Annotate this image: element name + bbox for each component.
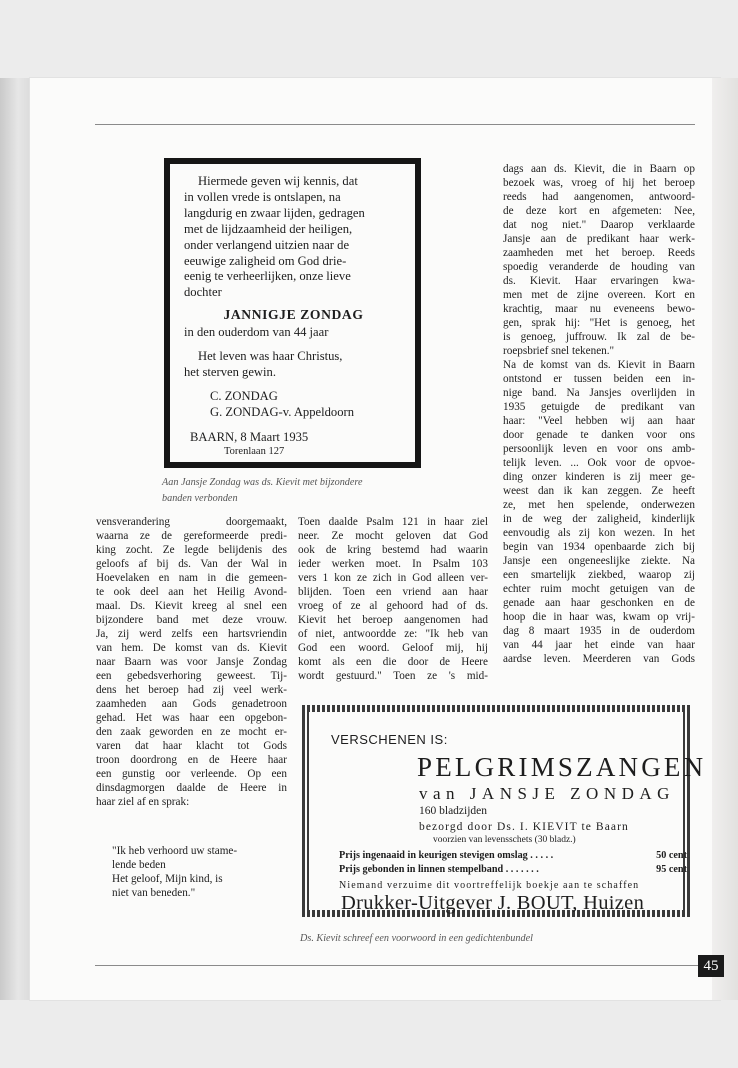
obituary-verse-line: Het leven was haar Christus,: [198, 349, 343, 364]
advert-heading: VERSCHENEN IS:: [331, 732, 448, 747]
text-line: troon doordrong en de Heere haar: [96, 754, 287, 766]
text-line: of niet, antwoordde ze: "Ik heb van: [298, 628, 488, 640]
text-line: van 44 jaar het einde van haar: [503, 639, 695, 651]
obituary-intro-line: eeuwige zaligheid om God drie-: [184, 253, 347, 268]
text-line: echter ruim mocht getuigen van de: [503, 583, 695, 595]
text-line: telijk leven. ... Ook voor de opvoe-: [503, 457, 695, 469]
poem-quote: [112, 844, 277, 900]
poem-line: lende beden: [112, 859, 166, 871]
signatories: [210, 389, 403, 421]
page-number: 45: [698, 955, 724, 977]
text-line: spoedig veranderde de houding van: [503, 261, 695, 273]
obituary-intro-line: in vollen vrede is ontslapen, na: [184, 189, 341, 204]
page-count: 160 bladzijden: [419, 805, 488, 817]
text-line: ding onzer kinderen is zij meer ge-: [503, 471, 695, 483]
text-line: God een woord. Geloof mij, hij: [298, 642, 488, 654]
caption-line: Aan Jansje Zondag was ds. Kievit met bijzondere: [162, 477, 363, 488]
text-line: neer. Ze mocht geloven dat God: [298, 530, 488, 542]
price-value: 95 cent: [656, 864, 687, 875]
price-label: Prijs ingenaaid in keurigen stevigen omslag . . . . .: [339, 850, 554, 861]
text-line: dags aan ds. Kievit, die in Baarn op: [503, 163, 695, 175]
text-line: reeds had aangenomen, antwoord-: [503, 191, 695, 203]
text-line: naar Baarn was voor Jansje Zondag: [96, 656, 287, 668]
obituary-intro-line: Hiermede geven wij kennis, dat: [198, 174, 358, 188]
text-line: dens het beroep had zij veel werk-: [96, 684, 287, 696]
text-line: king zocht. Ze legde belijdenis des: [96, 544, 287, 556]
text-line: de deze kort en afgemeten: Nee,: [503, 205, 695, 217]
text-line: te ook deel aan het Heilig Avond-: [96, 586, 287, 598]
text-line: maal. Ds. Kievit kreeg al snel een: [96, 600, 287, 612]
page-edge: [712, 78, 738, 1000]
editor-line: bezorgd door Ds. I. KIEVIT te Baarn: [419, 821, 629, 833]
advert-note: Niemand verzuime dit voortreffelijk boekje aan te schaffen: [339, 880, 640, 891]
text-line: ontstond er tussen beiden een in-: [503, 373, 695, 385]
publisher-name: Drukker-Uitgever J. BOUT, Huizen: [341, 892, 645, 914]
price-row: [339, 850, 687, 861]
text-line: Na de komst van ds. Kievit in Baarn: [503, 359, 695, 371]
text-line: krachtig, maar nu eveneens bewo-: [503, 303, 695, 315]
text-line: ook de kring bestemd had waarin: [298, 544, 488, 556]
text-line: een gunstig oor verleende. Op een: [96, 768, 287, 780]
text-line: dinsdagmorgen daalde de Heere in: [96, 782, 287, 794]
caption-line: banden verbonden: [162, 493, 238, 504]
text-line: is genoeg, juffrouw. Ik zal de be-: [503, 331, 695, 343]
signatory: G. ZONDAG-v. Appeldoorn: [210, 404, 354, 419]
text-line: bezoek was, vroeg of hij het beroep: [503, 177, 695, 189]
signatory: C. ZONDAG: [210, 388, 278, 403]
place-date: BAARN, 8 Maart 1935: [190, 429, 309, 444]
text-line: aardse leven. Meerderen van Gods: [503, 653, 695, 665]
text-line: begin van 1934 openbaarde zich bij: [503, 541, 695, 553]
price-label: Prijs gebonden in linnen stempelband . . . . . . .: [339, 864, 539, 875]
text-column-3: [503, 162, 695, 666]
obituary-notice: [164, 158, 421, 468]
text-line: den zaak geworden en ze mocht er-: [96, 726, 287, 738]
text-line: Ja, zij werd zelfs een hartsvriendin: [96, 628, 287, 640]
text-line: weest dan ik kan zeggen. Ze heeft: [503, 485, 695, 497]
book-title: PELGRIMSZANGEN: [417, 752, 707, 782]
text-line: blijden. Toen een vriend aan haar: [298, 586, 488, 598]
price-row: [339, 864, 687, 875]
text-line: eenvoudig als zij kon wezen. In het: [503, 527, 695, 539]
sketch-line: voorzien van levensschets (30 bladz.): [433, 835, 576, 845]
text-line: hoop die in haar was, kwam op vrij-: [503, 611, 695, 623]
poem-line: Het geloof, Mijn kind, is: [112, 873, 223, 885]
text-line: Jansje een ongeneeslijke ziekte. Na: [503, 555, 695, 567]
obituary-intro-line: langdurig en zwaar lijden, gedragen: [184, 205, 365, 220]
text-line: nige band. Na Jansjes overlijden in: [503, 387, 695, 399]
book-spine-shadow: [0, 78, 30, 1000]
text-line: bijzondere band met deze vrouw.: [96, 614, 287, 626]
text-line: zaamheden aan Gods genadetroon: [96, 698, 287, 710]
poem-line: "Ik heb verhoord uw stame-: [112, 845, 238, 857]
text-line: vensverandering doorgemaakt,: [96, 516, 287, 528]
deceased-name: JANNIGJE ZONDAG: [223, 307, 364, 323]
obituary-intro-line: dochter: [184, 285, 222, 300]
text-line: persoonlijk leven en voor ons amb-: [503, 443, 695, 455]
book-author: van JANSJE ZONDAG: [419, 784, 675, 803]
text-line: van hem. De komst van ds. Kievit: [96, 642, 287, 654]
text-line: vroeg of ze al gehoord had of ds.: [298, 600, 488, 612]
text-line: Toen daalde Psalm 121 in haar ziel: [298, 516, 488, 528]
text-line: men met de zijne overeen. Kort en: [503, 289, 695, 301]
text-line: Hoevelaken en nam in die gemeen-: [96, 572, 287, 584]
text-line: roepsbrief snel tekenen.": [503, 345, 615, 357]
obituary-intro-line: met de lijdzaamheid der heiligen,: [184, 221, 353, 236]
text-line: waarna ze de gereformeerde predi-: [96, 530, 287, 542]
text-line: haar ziel af en sprak:: [96, 796, 190, 808]
text-line: haar: "Veel hebben wij aan haar: [503, 415, 695, 427]
obituary-intro-line: onder verlangend uitzien naar de: [184, 237, 350, 252]
text-line: Kievit het beroep aangenomen had: [298, 614, 488, 626]
text-line: door genade te danken voor ons: [503, 429, 695, 441]
deceased-age: in den ouderdom van 44 jaar: [184, 325, 329, 340]
text-line: wordt gestuurd." Toen ze 's mid-: [298, 670, 488, 682]
text-column-2: [298, 515, 488, 683]
text-line: genade aan haar geschonken en de: [503, 597, 695, 609]
text-line: Jansje aan de predikant haar werk-: [503, 233, 695, 245]
text-line: 1935 getuigde de predikant van: [503, 401, 695, 413]
bottom-rule: [95, 965, 700, 966]
price-value: 50 cent: [656, 850, 687, 861]
text-line: vers 1 kon ze zich in God alleen ver-: [298, 572, 488, 584]
obituary-caption: [162, 475, 422, 507]
text-column-1: [96, 515, 287, 809]
obituary-intro-line: eenig te verheerlijken, onze lieve: [184, 269, 351, 284]
poem-line: niet van beneden.": [112, 887, 196, 899]
text-line: ds. Kievit. Haar ervaringen kwa-: [503, 275, 695, 287]
text-line: ze, met hen spelende, onderwezen: [503, 499, 695, 511]
text-line: varen dat haar klacht tot Gods: [96, 740, 287, 752]
street-address: Torenlaan 127: [224, 445, 285, 457]
text-line: dag 8 maart 1935 in de ouderdom: [503, 625, 695, 637]
text-line: in de weg der zaligheid, kinderlijk: [503, 513, 695, 525]
text-line: ieder werken moet. In Psalm 103: [298, 558, 488, 570]
obituary-verse-line: het sterven gewin.: [184, 364, 276, 379]
text-line: gen, sprak hij: "Het is genoeg, het: [503, 317, 695, 329]
text-line: een smartelijk ziekbed, waarop zij: [503, 569, 695, 581]
advert-caption: Ds. Kievit schreef een voorwoord in een gedichtenbundel: [300, 933, 533, 944]
text-line: geloofs af bij ds. Van der Wal in: [96, 558, 287, 570]
text-line: zaamheden met het beroep. Reeds: [503, 247, 695, 259]
text-line: gehad. Het was haar een opgebon-: [96, 712, 287, 724]
text-line: een gebedsverhoring geweest. Tij-: [96, 670, 287, 682]
book-advertisement: [302, 705, 707, 917]
top-rule: [95, 124, 695, 125]
text-line: komt als een die door de Heere: [298, 656, 488, 668]
text-line: dat nog niet." Daarop verklaarde: [503, 219, 695, 231]
